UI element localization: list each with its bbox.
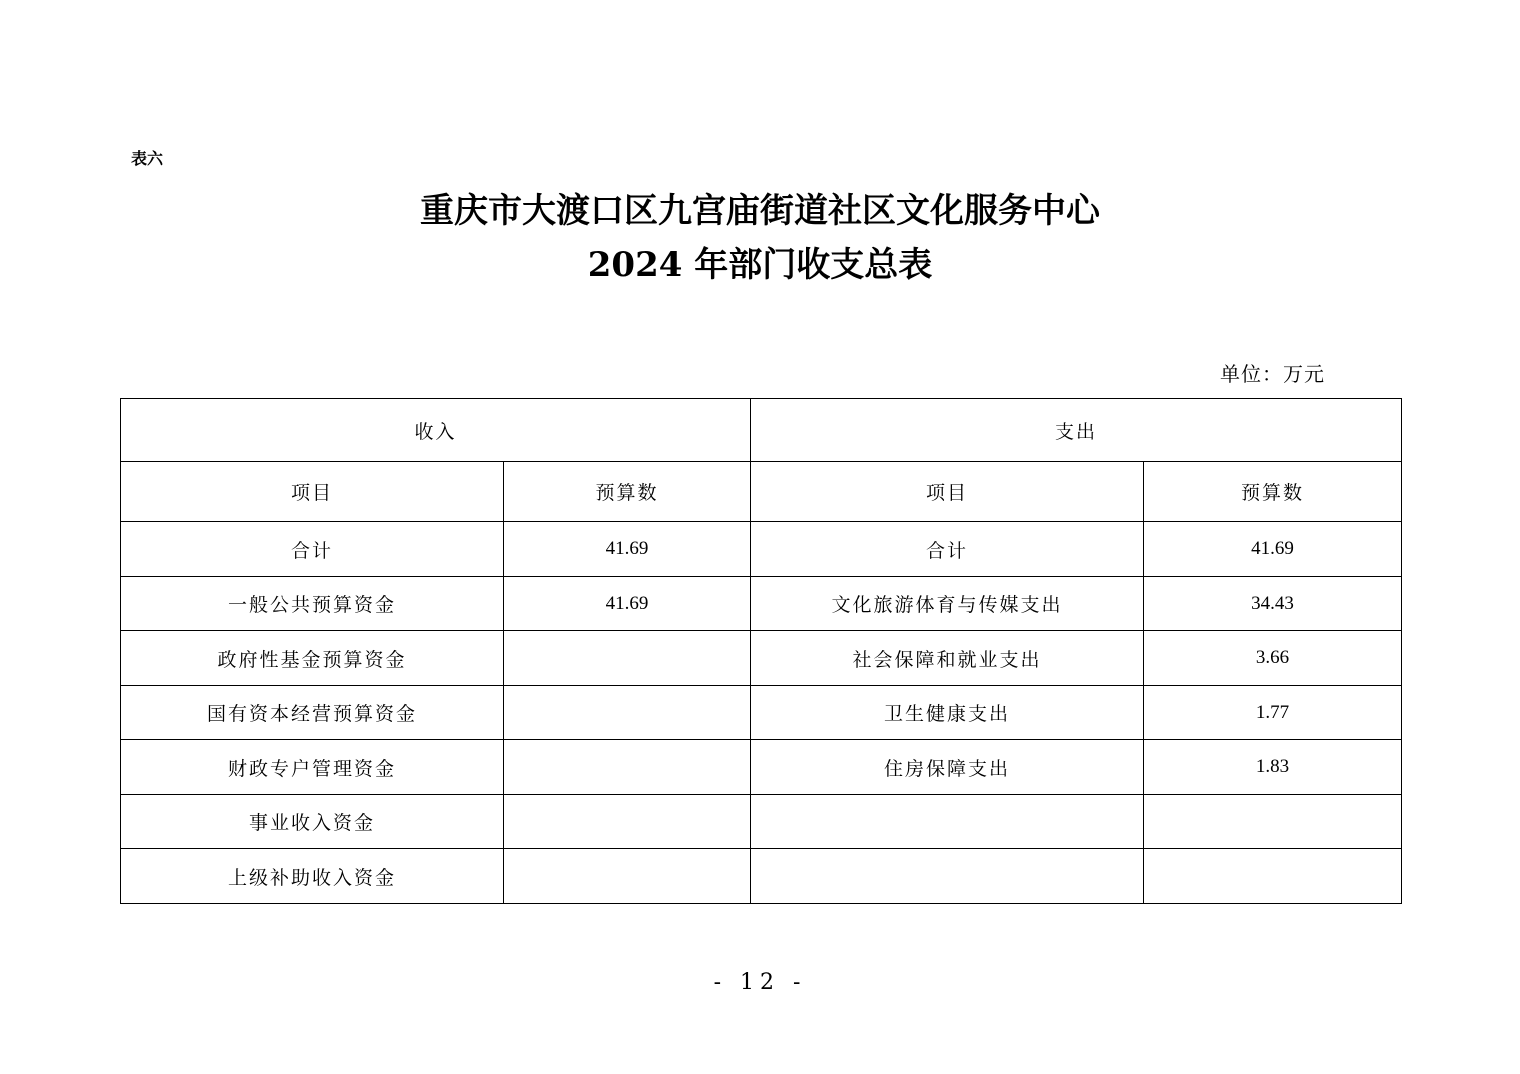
expense-budget-cell: 34.43 <box>1144 577 1402 631</box>
expense-item-cell: 卫生健康支出 <box>751 686 1144 740</box>
table-row <box>121 522 1402 577</box>
column-header-row <box>121 462 1402 522</box>
income-budget-cell <box>504 631 751 686</box>
expense-item-header: 项目 <box>751 462 1144 522</box>
expense-item-cell <box>751 849 1144 904</box>
expense-item-cell: 合计 <box>751 522 1144 577</box>
expense-budget-cell: 1.77 <box>1144 686 1402 740</box>
income-item-cell: 国有资本经营预算资金 <box>121 686 504 740</box>
expense-budget-cell <box>1144 849 1402 904</box>
income-item-cell: 一般公共预算资金 <box>121 577 504 631</box>
income-item-cell: 事业收入资金 <box>121 795 504 849</box>
budget-summary-table <box>120 398 1402 904</box>
table-row <box>121 795 1402 849</box>
table-row <box>121 686 1402 740</box>
document-title-line2: 2024 年部门收支总表 <box>587 245 933 285</box>
income-budget-cell <box>504 849 751 904</box>
expense-section-header: 支出 <box>751 399 1402 462</box>
income-item-cell: 合计 <box>121 522 504 577</box>
document-title-line1: 重庆市大渡口区九宫庙街道社区文化服务中心 <box>420 191 1100 231</box>
income-item-cell: 上级补助收入资金 <box>121 849 504 904</box>
expense-item-cell <box>751 795 1144 849</box>
table-row <box>121 631 1402 686</box>
income-budget-cell <box>504 686 751 740</box>
income-budget-header: 预算数 <box>504 462 751 522</box>
income-item-cell: 财政专户管理资金 <box>121 740 504 795</box>
expense-budget-cell <box>1144 795 1402 849</box>
expense-item-cell: 文化旅游体育与传媒支出 <box>751 577 1144 631</box>
expense-budget-cell: 1.83 <box>1144 740 1402 795</box>
table-row <box>121 740 1402 795</box>
income-item-header: 项目 <box>121 462 504 522</box>
section-header-row <box>121 399 1402 462</box>
income-section-header: 收入 <box>121 399 751 462</box>
expense-budget-header: 预算数 <box>1144 462 1402 522</box>
expense-item-cell: 住房保障支出 <box>751 740 1144 795</box>
income-item-cell: 政府性基金预算资金 <box>121 631 504 686</box>
expense-item-cell: 社会保障和就业支出 <box>751 631 1144 686</box>
income-budget-cell <box>504 740 751 795</box>
table-row <box>121 849 1402 904</box>
income-budget-cell: 41.69 <box>504 522 751 577</box>
table-label: 表六 <box>131 149 164 168</box>
page-number: - 12 - <box>713 970 807 995</box>
income-budget-cell <box>504 795 751 849</box>
expense-budget-cell: 41.69 <box>1144 522 1402 577</box>
unit-label: 单位：万元 <box>1220 362 1325 386</box>
expense-budget-cell: 3.66 <box>1144 631 1402 686</box>
income-budget-cell: 41.69 <box>504 577 751 631</box>
table-row <box>121 577 1402 631</box>
